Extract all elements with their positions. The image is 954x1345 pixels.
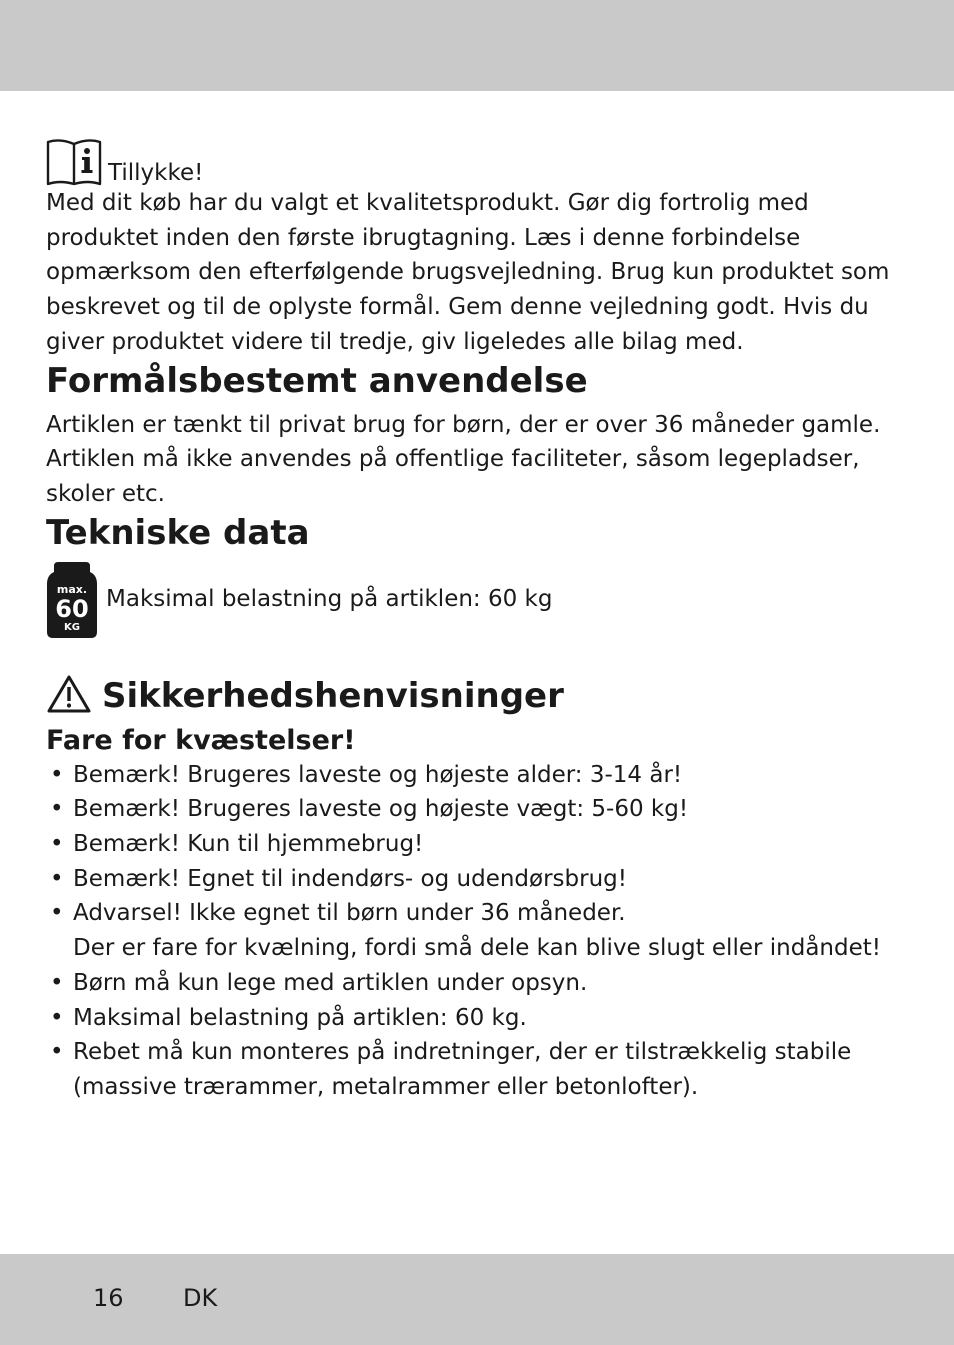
injury-warning-subheading: Fare for kvæstelser! — [46, 724, 356, 756]
page-number: 16 — [93, 1284, 124, 1312]
language-code: DK — [183, 1284, 218, 1312]
max-load-row — [46, 560, 916, 640]
intended-use-body: Artiklen er tænkt til privat brug for børn, der er over 36 måneder gamle. Artiklen må ikke anvendes på offentlige faciliteter, såsom legepladser, skoler etc. — [46, 411, 881, 507]
list-item: • Rebet må kun monteres på indretninger, der er tilstrækkelig stabile (massive trærammer, metalrammer eller betonlofter). — [46, 1035, 916, 1104]
weight-icon-unit: KG — [64, 621, 80, 633]
list-item: • Børn må kun lege med artiklen under opsyn. — [46, 966, 916, 1001]
tech-data-heading: Tekniske data — [46, 512, 310, 553]
list-item: • Maksimal belastning på artiklen: 60 kg. — [46, 1001, 916, 1036]
safety-heading: Sikkerhedshenvisninger — [102, 675, 564, 716]
weight-icon-value: 60 — [55, 594, 89, 623]
manual-info-icon — [46, 138, 108, 186]
footer-band — [0, 1254, 954, 1345]
safety-list — [46, 758, 916, 1105]
list-item-continuation: Der er fare for kvælning, fordi små dele kan blive slugt eller indåndet! — [73, 935, 881, 962]
notice-body: Med dit køb har du valgt et kvalitetsprodukt. Gør dig fortrolig med produktet inden den første ibrugtagning. Læs i denne forbindelse opmærksom den efterfølgende brugsvejledning. Brug kun produktet som beskrevet og til de oplyste formål. Gem denne vejledning godt. Hvis du giver produktet videre til tredje, giv ligeledes alle bilag med. — [46, 190, 890, 355]
max-load-text: Maksimal belastning på artiklen: 60 kg — [106, 586, 553, 613]
list-item: • Bemærk! Kun til hjemmebrug! — [46, 827, 916, 862]
weight-icon-top: max. — [56, 582, 88, 596]
list-item: • Bemærk! Brugeres laveste og højeste vægt: 5-60 kg! — [46, 792, 916, 827]
intended-use-heading: Formålsbestemt anvendelse — [46, 360, 588, 401]
list-item: • Bemærk! Egnet til indendørs- og udendørsbrug! — [46, 862, 916, 897]
notice-header — [46, 132, 916, 186]
list-item: • Bemærk! Brugeres laveste og højeste alder: 3-14 år! — [46, 758, 916, 793]
notice-label: Tillykke! — [108, 160, 204, 186]
page-content — [46, 132, 916, 1105]
weight-icon — [46, 560, 106, 640]
safety-heading-row — [46, 674, 916, 718]
list-item: • Advarsel! Ikke egnet til børn under 36 måneder. Der er fare for kvælning, fordi små dele kan blive slugt eller indåndet! — [46, 896, 916, 965]
header-band — [0, 0, 954, 91]
warning-triangle-icon — [46, 674, 102, 718]
